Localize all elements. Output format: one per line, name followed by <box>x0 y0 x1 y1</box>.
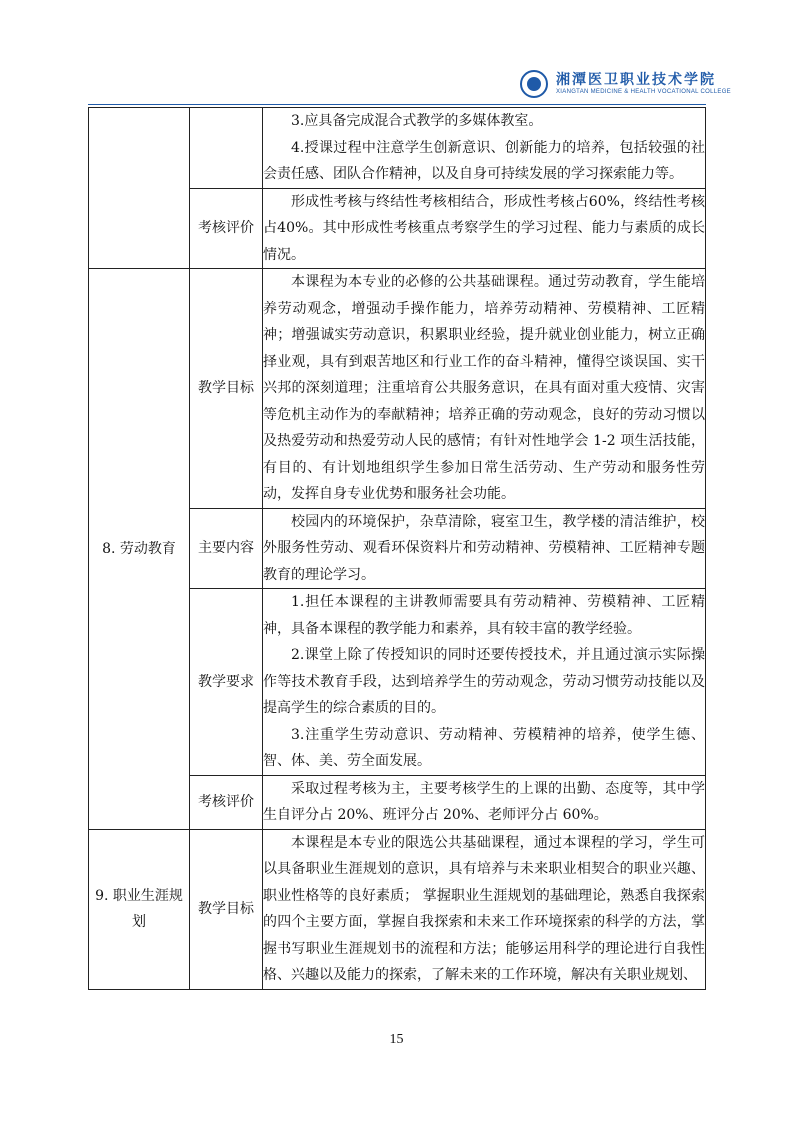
course-name-labor-education: 8. 劳动教育 <box>89 269 190 830</box>
college-name-en: XIANGTAN MEDICINE & HEALTH VOCATIONAL COLLEGE <box>556 89 731 95</box>
objective-text: 本课程为本专业的必修的公共基础课程。通过劳动教育，学生能培养劳动观念，增强动手操作能力，培养劳动精神、劳模精神、工匠精神；增强诚实劳动意识，积累职业经验，提升就业创业能力，树立正确择业观，具有到艰苦地区和行业工作的奋斗精神，懂得空谈误国、实干兴邦的深刻道理；注重培育公共服务意识，在具有面对重大疫情、灾害等危机主动作为的奉献精神；培养正确的劳动观念，良好的劳动习惯以及热爱劳动和热爱劳动人民的感情；有针对性地学会 1-2 项生活技能，有目的、有计划地组织学生参加日常生活劳动、生产劳动和服务性劳动，发挥自身专业优势和服务社会功能。 <box>263 274 705 502</box>
content-cell <box>263 508 706 589</box>
assessment-text: 采取过程考核为主，主要考核学生的上课的出勤、态度等，其中学生自评分占 20%、班评分占 20%、老师评分占 60%。 <box>263 780 705 823</box>
assessment-label: 考核评价 <box>190 188 263 269</box>
assessment-cell <box>263 775 706 829</box>
college-emblem-icon <box>520 70 548 98</box>
content-text: 校园内的环境保护，杂草清除，寝室卫生，教学楼的清洁维护，校外服务性劳动、观看环保资料片和劳动精神、劳模精神、工匠精神专题教育的理论学习。 <box>263 513 705 583</box>
empty-subcategory-cell <box>190 108 263 189</box>
requirement-paragraph: 1.担任本课程的主讲教师需要具有劳动精神、劳模精神、工匠精神，具备本课程的教学能力和素养，具有较丰富的教学经验。 <box>263 594 705 637</box>
requirements-cell <box>263 108 706 189</box>
page-number: 15 <box>389 1032 404 1047</box>
requirement-paragraph: 3.应具备完成混合式教学的多媒体教室。 <box>291 113 543 129</box>
assessment-cell <box>263 188 706 269</box>
course-name-career-planning: 9. 职业生涯规划 <box>89 829 190 989</box>
objective-cell <box>263 829 706 989</box>
objective-cell <box>263 269 706 509</box>
table-row <box>89 269 706 509</box>
requirement-paragraph: 4.授课过程中注意学生创新意识、创新能力的培养，包括较强的社会责任感、团队合作精神，以及自身可持续发展的学习探索能力等。 <box>263 139 705 182</box>
content-label: 主要内容 <box>190 508 263 589</box>
requirements-cell <box>263 589 706 776</box>
empty-category-cell <box>89 108 190 269</box>
table-row <box>89 829 706 989</box>
objective-text: 本课程是本专业的限选公共基础课程，通过本课程的学习，学生可以具备职业生涯规划的意识，具有培养与未来职业相契合的职业兴趣、职业性格等的良好素质； 掌握职业生涯规划的基础理论，熟悉自我探索的四个主要方面，掌握自我探索和未来工作环境探索的科学的方法，掌握书写职业生涯规划书的流程和方法；能够运用科学的理论进行自我性格、兴趣以及能力的探索，了解未来的工作环境，解决有关职业规划、 <box>263 834 705 983</box>
curriculum-table <box>88 107 706 990</box>
requirement-paragraph: 3.注重学生劳动意识、劳动精神、劳模精神的培养，使学生德、智、体、美、劳全面发展。 <box>263 726 705 769</box>
college-logo <box>520 70 731 98</box>
assessment-label: 考核评价 <box>190 775 263 829</box>
requirement-paragraph: 2.课堂上除了传授知识的同时还要传授技术，并且通过演示实际操作等技术教育手段，达到培养学生的劳动观念，劳动习惯劳动技能以及提高学生的综合素质的目的。 <box>263 647 705 716</box>
header-divider <box>88 104 706 105</box>
requirements-label: 教学要求 <box>190 589 263 776</box>
objective-label: 教学目标 <box>190 829 263 989</box>
college-name-cn: 湘潭医卫职业技术学院 <box>556 72 716 88</box>
objective-label: 教学目标 <box>190 269 263 509</box>
assessment-text: 形成性考核与终结性考核相结合，形成性考核占60%，终结性考核占40%。其中形成性考核重点考察学生的学习过程、能力与素质的成长情况。 <box>263 193 705 263</box>
table-row <box>89 108 706 189</box>
